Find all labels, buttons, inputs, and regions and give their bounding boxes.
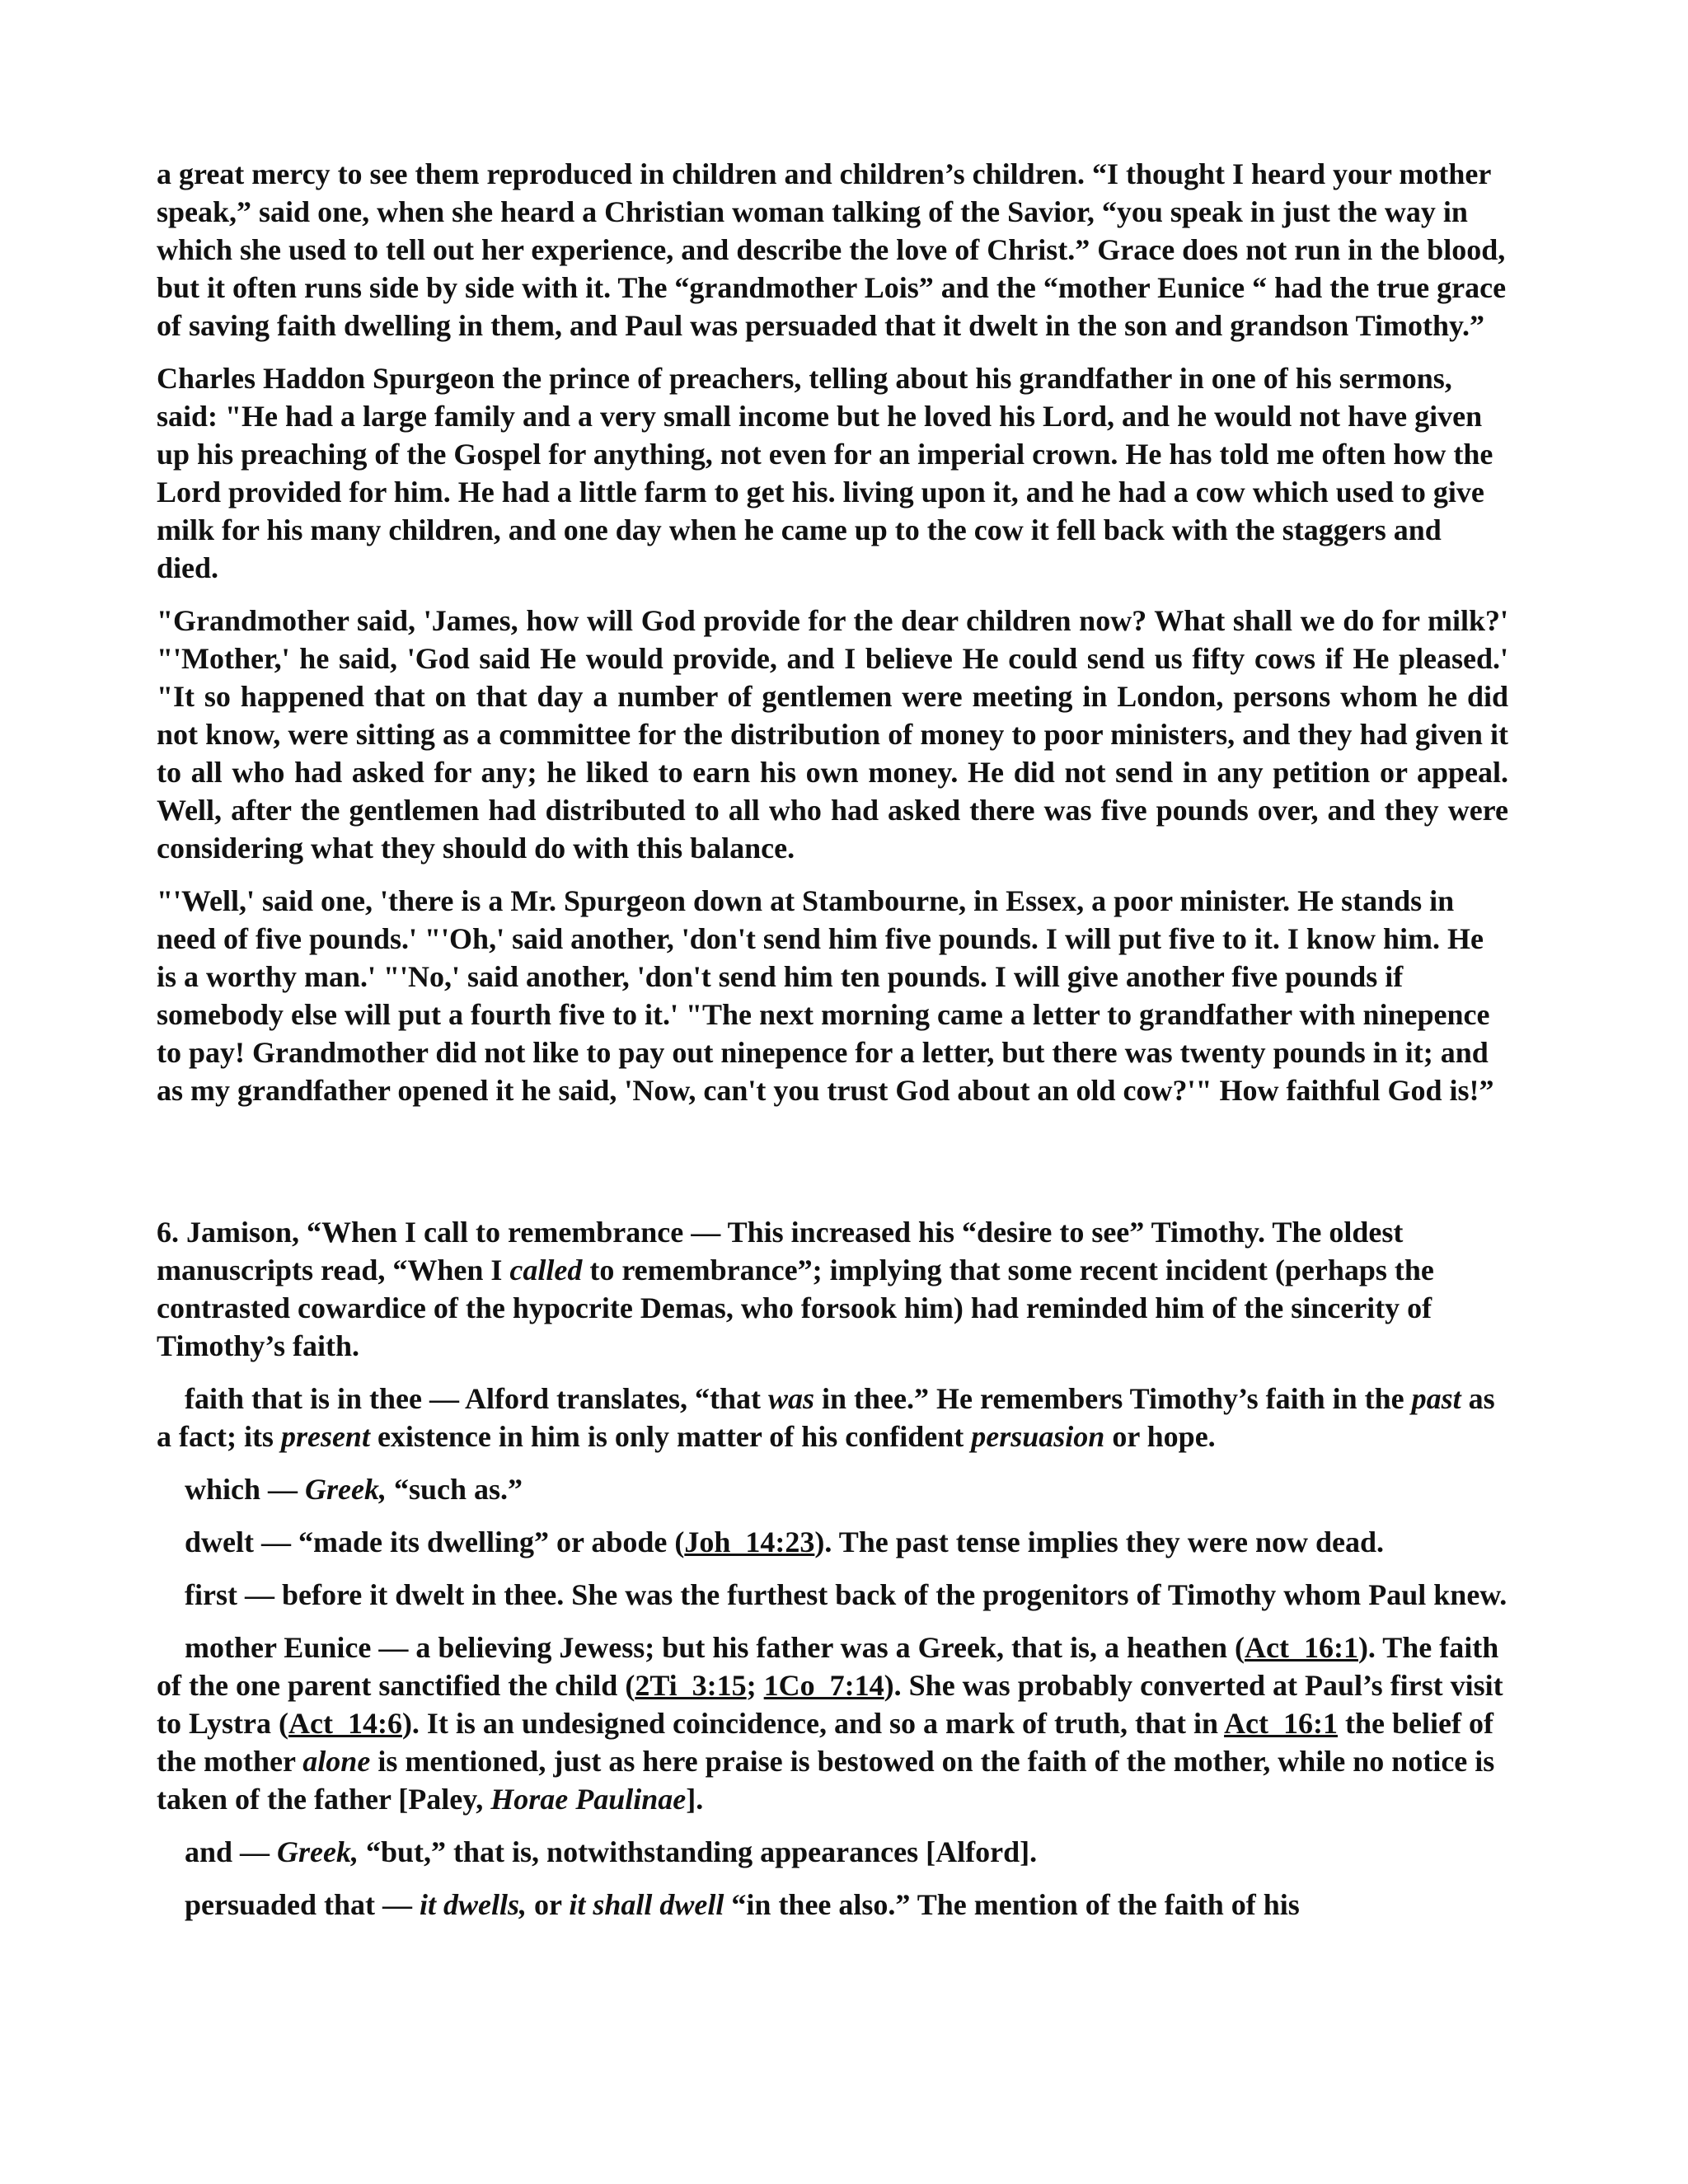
- paragraph-twenty-pounds: "'Well,' said one, 'there is a Mr. Spurgeon down at Stambourne, in Essex, a poor minister. He stands in need of five pounds.' "'Oh,' said another, 'don't send him five pounds. I will put five to it. I know him. He is a worthy man.' "'No,' said another, 'don't send him ten pounds. I will give another five pounds if somebody else will put a fourth five to it.' "The next morning came a letter to grandfather with ninepence to pay! Grandmother did not like to pay out ninepence for a letter, but there was twenty pounds in it; and as my grandfather opened it he said, 'Now, can't you trust God about an old cow?'" How faithful God is!”: [157, 884, 1494, 1107]
- paragraph-persuaded-that: persuaded that — it dwells, or it shall dwell “in thee also.” The mention of the faith of his: [185, 1888, 1300, 1921]
- section-gap: [157, 1124, 1508, 1213]
- paragraph-grace-in-families: a great mercy to see them reproduced in children and children’s children. “I thought I heard your mother speak,” said one, when she heard a Christian woman talking of the Savior, “you speak in just the way in which she used to tell out her experience, and describe the love of Christ.” Grace does not run in the blood, but it often runs side by side with it. The “grandmother Lois” and the “mother Eunice “ had the true grace of saving faith dwelling in them, and Paul was persuaded that it dwelt in the son and grandson Timothy.”: [157, 157, 1507, 342]
- paragraph-spurgeon-grandfather: Charles Haddon Spurgeon the prince of preachers, telling about his grandfather in one of his sermons, said: "He had a large family and a very small income but he loved his Lord, and he would not have given up his preaching of the Gospel for anything, not even for an imperial crown. He has told me often how the Lord provided for him. He had a little farm to get his. living upon it, and he had a cow which used to give milk for his many children, and one day when he came up to the cow it fell back with the staggers and died.: [157, 362, 1493, 584]
- paragraph-first: first — before it dwelt in thee. She was the furthest back of the progenitors of Timothy whom Paul knew.: [185, 1578, 1507, 1611]
- paragraph-and: and — Greek, “but,” that is, notwithstanding appearances [Alford].: [185, 1835, 1038, 1868]
- document-page: [157, 155, 1508, 1938]
- paragraph-jamison-verse-6: 6. Jamison, “When I call to remembrance — This increased his “desire to see” Timothy. The oldest manuscripts read, “When I called to remembrance”; implying that some recent incident (perhaps the contrasted cowardice of the hypocrite Demas, who forsook him) had reminded him of the sincerity of Timothy’s faith.: [157, 1216, 1434, 1362]
- paragraph-dwelt: dwelt — “made its dwelling” or abode (Joh_14:23). The past tense implies they were now dead.: [185, 1526, 1385, 1558]
- scripture-link-act-14-6[interactable]: Act_14:6: [288, 1707, 402, 1740]
- paragraph-mother-eunice: mother Eunice — a believing Jewess; but his father was a Greek, that is, a heathen (Act_16:1). The faith of the one parent sanctified the child (2Ti_3:15; 1Co_7:14). She was probably converted at Paul’s first visit to Lystra (Act_14:6). It is an undesigned coincidence, and so a mark of truth, that in Act_16:1 the belief of the mother alone is mentioned, just as here praise is bestowed on the faith of the mother, while no notice is taken of the father [Paley, Horae Paulinae].: [157, 1631, 1503, 1816]
- scripture-link-joh-14-23[interactable]: Joh_14:23: [684, 1526, 815, 1558]
- paragraph-faith-in-thee: faith that is in thee — Alford translates, “that was in thee.” He remembers Timothy’s faith in the past as a fact; its present existence in him is only matter of his confident persuasion or hope.: [157, 1382, 1495, 1453]
- scripture-link-1co-7-14[interactable]: 1Co_7:14: [763, 1669, 884, 1702]
- paragraph-which: which — Greek, “such as.”: [185, 1473, 523, 1506]
- paragraph-grandmother-milk: "Grandmother said, 'James, how will God provide for the dear children now? What shall we do for milk?' "'Mother,' he said, 'God said He would provide, and I believe He could send us fifty cows if He pleased.' "It so happened that on that day a number of gentlemen were meeting in London, persons whom he did not know, were sitting as a committee for the distribution of money to poor ministers, and they had given it to all who had asked for any; he liked to earn his own money. He did not send in any petition or appeal. Well, after the gentlemen had distributed to all who had asked there was five pounds over, and they were considering what they should do with this balance.: [157, 604, 1508, 865]
- scripture-link-2ti-3-15[interactable]: 2Ti_3:15: [635, 1669, 747, 1702]
- scripture-link-act-16-1[interactable]: Act_16:1: [1244, 1631, 1358, 1664]
- scripture-link-act-16-1-second[interactable]: Act_16:1: [1224, 1707, 1339, 1740]
